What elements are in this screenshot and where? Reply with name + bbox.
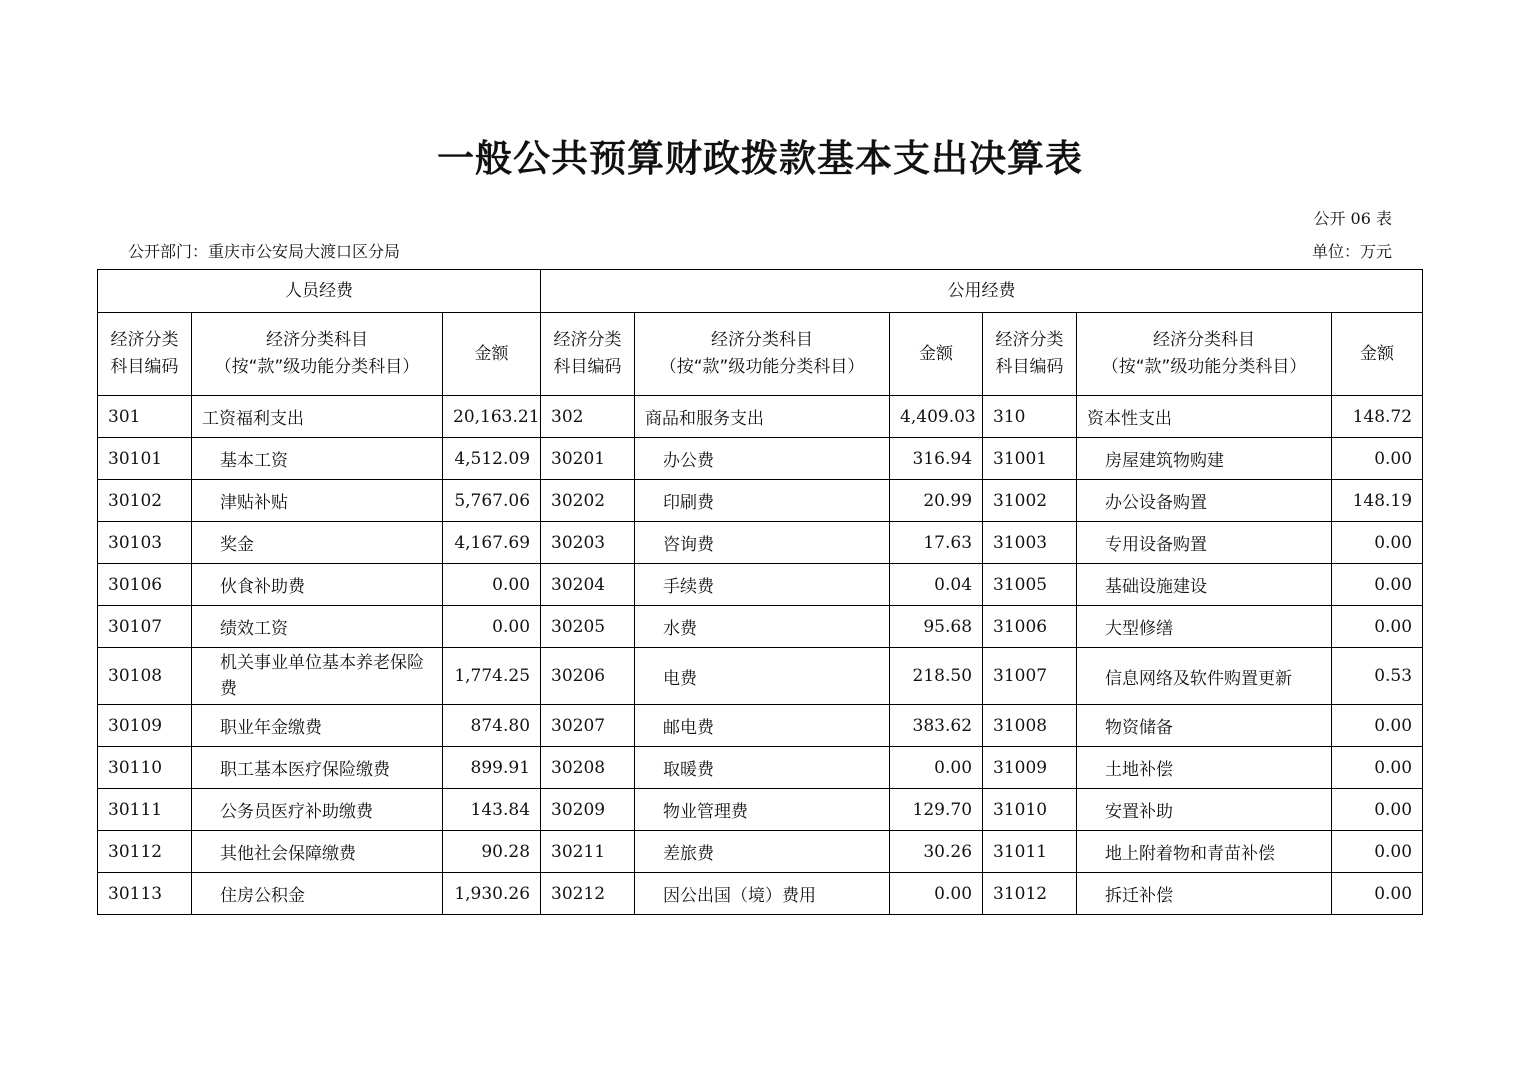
cell-code: 30107 <box>98 606 192 648</box>
table-row <box>98 522 1423 564</box>
column-header-name <box>1077 313 1332 396</box>
cell-code: 30102 <box>98 480 192 522</box>
cell-code: 31009 <box>983 747 1077 789</box>
cell-amount: 0.04 <box>890 564 983 606</box>
cell-amount: 0.00 <box>890 747 983 789</box>
cell-code: 31007 <box>983 648 1077 705</box>
cell-code: 30209 <box>541 789 635 831</box>
header-name-line1: 经济分类科目 <box>266 330 368 350</box>
table-number: 公开 06 表 <box>1313 209 1392 228</box>
cell-name: 拆迁补偿 <box>1077 873 1332 915</box>
cell-amount: 1,930.26 <box>443 873 541 915</box>
header-code-line1: 经济分类 <box>110 330 179 350</box>
cell-name: 绩效工资 <box>192 606 443 648</box>
cell-code: 31001 <box>983 438 1077 480</box>
cell-code: 31010 <box>983 789 1077 831</box>
cell-code: 30113 <box>98 873 192 915</box>
cell-name: 工资福利支出 <box>192 396 443 438</box>
cell-code: 31006 <box>983 606 1077 648</box>
column-header-amount: 金额 <box>1332 313 1423 396</box>
column-header-code <box>541 313 635 396</box>
cell-amount: 874.80 <box>443 705 541 747</box>
cell-name: 职业年金缴费 <box>192 705 443 747</box>
table-row <box>98 747 1423 789</box>
cell-name: 其他社会保障缴费 <box>192 831 443 873</box>
unit-label: 单位：万元 <box>1311 242 1392 261</box>
cell-name: 水费 <box>635 606 890 648</box>
table-row <box>98 396 1423 438</box>
cell-amount: 95.68 <box>890 606 983 648</box>
cell-code: 31011 <box>983 831 1077 873</box>
cell-code: 31012 <box>983 873 1077 915</box>
cell-code: 302 <box>541 396 635 438</box>
cell-amount: 0.00 <box>1332 705 1423 747</box>
cell-code: 30211 <box>541 831 635 873</box>
cell-amount: 0.00 <box>443 564 541 606</box>
cell-name: 电费 <box>635 648 890 705</box>
cell-amount: 0.00 <box>1332 873 1423 915</box>
table-row <box>98 648 1423 705</box>
cell-amount: 0.00 <box>443 606 541 648</box>
cell-amount: 5,767.06 <box>443 480 541 522</box>
cell-name: 手续费 <box>635 564 890 606</box>
header-name-line2: （按“款”级功能分类科目） <box>1101 357 1307 377</box>
cell-name: 邮电费 <box>635 705 890 747</box>
cell-code: 301 <box>98 396 192 438</box>
cell-code: 30208 <box>541 747 635 789</box>
table-row <box>98 705 1423 747</box>
column-header-code <box>983 313 1077 396</box>
cell-name: 伙食补助费 <box>192 564 443 606</box>
cell-code: 31002 <box>983 480 1077 522</box>
cell-amount: 316.94 <box>890 438 983 480</box>
header-code-line1: 经济分类 <box>553 330 622 350</box>
cell-code: 30202 <box>541 480 635 522</box>
page-title: 一般公共预算财政拨款基本支出决算表 <box>437 137 1083 180</box>
column-header-code <box>98 313 192 396</box>
cell-code: 30109 <box>98 705 192 747</box>
department-label: 公开部门：重庆市公安局大渡口区分局 <box>128 242 401 261</box>
cell-amount: 17.63 <box>890 522 983 564</box>
cell-name: 安置补助 <box>1077 789 1332 831</box>
column-header-name <box>192 313 443 396</box>
cell-code: 31005 <box>983 564 1077 606</box>
cell-amount: 4,512.09 <box>443 438 541 480</box>
cell-amount: 383.62 <box>890 705 983 747</box>
cell-amount: 0.00 <box>1332 831 1423 873</box>
header-code-line2: 科目编码 <box>110 357 179 377</box>
header-name-line2: （按“款”级功能分类科目） <box>214 357 420 377</box>
expenditure-table <box>97 269 1423 915</box>
header-name-line1: 经济分类科目 <box>1153 330 1256 350</box>
cell-name: 奖金 <box>192 522 443 564</box>
table-row <box>98 873 1423 915</box>
cell-name: 差旅费 <box>635 831 890 873</box>
table-row <box>98 438 1423 480</box>
cell-amount: 0.00 <box>1332 606 1423 648</box>
cell-code: 310 <box>983 396 1077 438</box>
cell-amount: 20.99 <box>890 480 983 522</box>
table-row <box>98 831 1423 873</box>
cell-amount: 218.50 <box>890 648 983 705</box>
cell-name: 信息网络及软件购置更新 <box>1077 648 1332 705</box>
cell-name: 办公设备购置 <box>1077 480 1332 522</box>
cell-name: 取暖费 <box>635 747 890 789</box>
cell-code: 30204 <box>541 564 635 606</box>
table-row <box>98 789 1423 831</box>
cell-code: 30101 <box>98 438 192 480</box>
table-row <box>98 564 1423 606</box>
cell-code: 30111 <box>98 789 192 831</box>
cell-code: 30207 <box>541 705 635 747</box>
cell-name: 大型修缮 <box>1077 606 1332 648</box>
cell-name: 资本性支出 <box>1077 396 1332 438</box>
cell-code: 30205 <box>541 606 635 648</box>
table-row <box>98 480 1423 522</box>
cell-name: 机关事业单位基本养老保险费 <box>192 648 443 705</box>
cell-code: 30106 <box>98 564 192 606</box>
cell-amount: 0.53 <box>1332 648 1423 705</box>
cell-code: 30212 <box>541 873 635 915</box>
cell-name: 津贴补贴 <box>192 480 443 522</box>
cell-name: 印刷费 <box>635 480 890 522</box>
cell-code: 30203 <box>541 522 635 564</box>
cell-code: 30206 <box>541 648 635 705</box>
cell-amount: 30.26 <box>890 831 983 873</box>
cell-amount: 0.00 <box>1332 789 1423 831</box>
cell-amount: 4,409.03 <box>890 396 983 438</box>
cell-name: 基本工资 <box>192 438 443 480</box>
header-code-line1: 经济分类 <box>995 330 1064 350</box>
cell-name: 土地补偿 <box>1077 747 1332 789</box>
column-header-amount: 金额 <box>443 313 541 396</box>
cell-amount: 4,167.69 <box>443 522 541 564</box>
cell-code: 31003 <box>983 522 1077 564</box>
cell-name: 商品和服务支出 <box>635 396 890 438</box>
cell-amount: 143.84 <box>443 789 541 831</box>
cell-name: 专用设备购置 <box>1077 522 1332 564</box>
cell-amount: 90.28 <box>443 831 541 873</box>
cell-name: 地上附着物和青苗补偿 <box>1077 831 1332 873</box>
cell-amount: 0.00 <box>1332 522 1423 564</box>
header-name-line1: 经济分类科目 <box>711 330 814 350</box>
table-row <box>98 606 1423 648</box>
column-header-amount: 金额 <box>890 313 983 396</box>
header-name-line2: （按“款”级功能分类科目） <box>659 357 865 377</box>
cell-code: 31008 <box>983 705 1077 747</box>
cell-code: 30110 <box>98 747 192 789</box>
column-header-name <box>635 313 890 396</box>
cell-amount: 129.70 <box>890 789 983 831</box>
cell-amount: 1,774.25 <box>443 648 541 705</box>
cell-name: 基础设施建设 <box>1077 564 1332 606</box>
cell-amount: 148.19 <box>1332 480 1423 522</box>
group-header-public: 公用经费 <box>541 270 1423 313</box>
cell-name: 职工基本医疗保险缴费 <box>192 747 443 789</box>
cell-amount: 0.00 <box>1332 438 1423 480</box>
header-code-line2: 科目编码 <box>995 357 1064 377</box>
cell-code: 30201 <box>541 438 635 480</box>
header-code-line2: 科目编码 <box>553 357 622 377</box>
cell-name: 物业管理费 <box>635 789 890 831</box>
cell-name: 住房公积金 <box>192 873 443 915</box>
cell-amount: 0.00 <box>1332 564 1423 606</box>
cell-amount: 899.91 <box>443 747 541 789</box>
cell-name: 房屋建筑物购建 <box>1077 438 1332 480</box>
cell-amount: 0.00 <box>890 873 983 915</box>
cell-name: 公务员医疗补助缴费 <box>192 789 443 831</box>
group-header-personnel: 人员经费 <box>98 270 541 313</box>
cell-amount: 20,163.21 <box>443 396 541 438</box>
cell-name: 办公费 <box>635 438 890 480</box>
cell-name: 因公出国（境）费用 <box>635 873 890 915</box>
cell-amount: 0.00 <box>1332 747 1423 789</box>
cell-code: 30103 <box>98 522 192 564</box>
cell-name: 咨询费 <box>635 522 890 564</box>
cell-code: 30112 <box>98 831 192 873</box>
cell-amount: 148.72 <box>1332 396 1423 438</box>
cell-name: 物资储备 <box>1077 705 1332 747</box>
cell-code: 30108 <box>98 648 192 705</box>
